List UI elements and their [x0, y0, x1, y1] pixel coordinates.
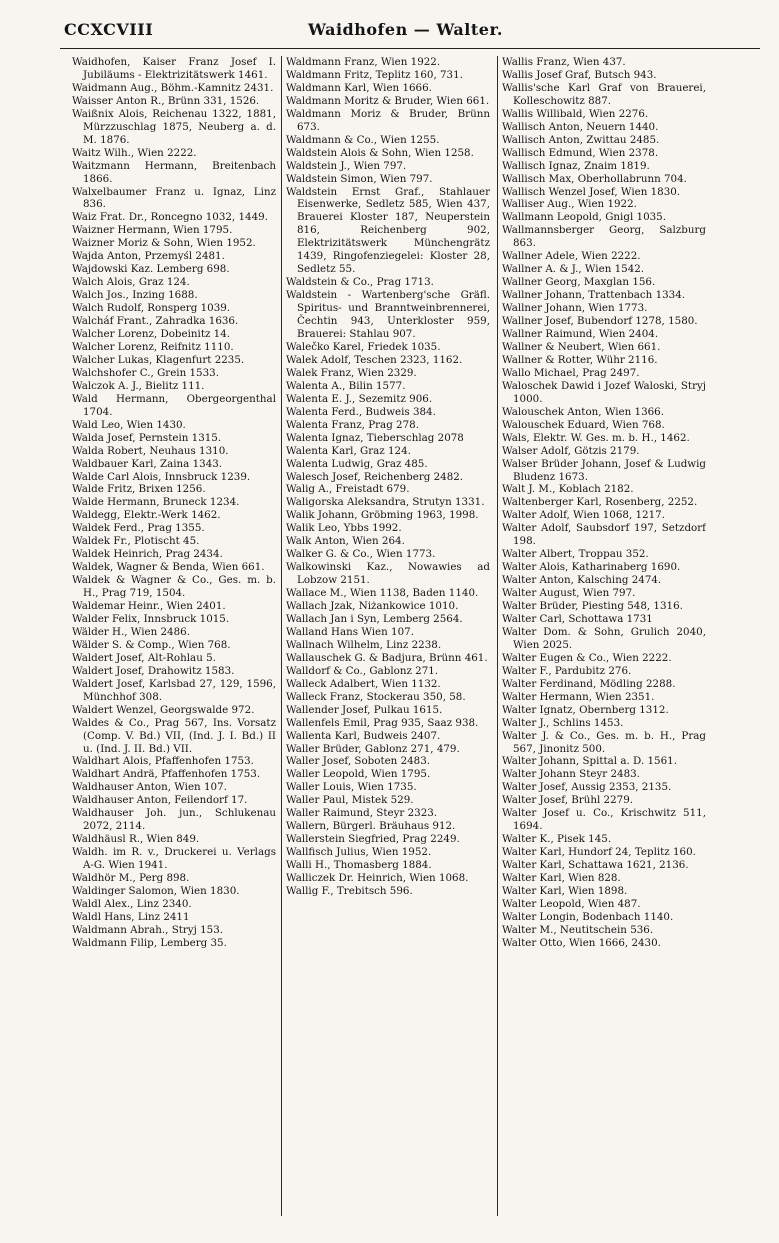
- directory-entry: Walser Adolf, Götzis 2179.: [502, 444, 640, 457]
- directory-entry: Walenta Ignaz, Tieberschlag 2078: [286, 431, 464, 444]
- directory-entry: Wajda Anton, Przemyśl 2481.: [72, 250, 225, 263]
- directory-entry: Waldmann Moritz & Bruder, Wien 661.: [286, 94, 490, 107]
- directory-entry: Walde Fritz, Brixen 1256.: [72, 483, 206, 496]
- directory-entry: Walda Josef, Pernstein 1315.: [72, 431, 222, 444]
- directory-entry: Walter J., Schlins 1453.: [502, 716, 624, 729]
- directory-entry: Walter Josef, Brühl 2279.: [502, 794, 634, 807]
- directory-columns: [72, 56, 712, 1216]
- directory-entry: Walter M., Neutitschein 536.: [502, 923, 654, 936]
- directory-entry: Wallo Michael, Prag 2497.: [502, 366, 640, 379]
- directory-entry: Walter Adolf, Wien 1068, 1217.: [502, 509, 665, 522]
- directory-entry: Wallner Josef, Bubendorf 1278, 1580.: [502, 315, 698, 328]
- directory-entry: Walcher Lukas, Klagenfurt 2235.: [72, 353, 245, 366]
- directory-entry: Waller Raimund, Steyr 2323.: [286, 807, 438, 820]
- directory-entry: Waldmann Filip, Lemberg 35.: [72, 936, 227, 949]
- directory-entry: Waldegg, Elektr.-Werk 1462.: [72, 509, 221, 522]
- directory-entry: Wallenta Karl, Budweis 2407.: [286, 729, 441, 742]
- directory-entry: Walter Leopold, Wien 487.: [502, 897, 641, 910]
- directory-entry: Wallis Josef Graf, Butsch 943.: [502, 68, 657, 81]
- directory-entry: Walter Karl, Schattawa 1621, 2136.: [502, 859, 689, 872]
- directory-entry: Wallender Josef, Pulkau 1615.: [286, 703, 443, 716]
- directory-entry: Waldemar Heinr., Wien 2401.: [72, 600, 226, 613]
- directory-entry: Waldstein Alois & Sohn, Wien 1258.: [286, 146, 474, 159]
- column-2: [286, 56, 490, 1216]
- directory-entry: Walldorf & Co., Gablonz 271.: [286, 664, 439, 677]
- directory-entry: Walt J. M., Koblach 2182.: [502, 483, 634, 496]
- directory-entry: Wallner Raimund, Wien 2404.: [502, 328, 659, 341]
- directory-entry: Wallisch Max, Oberhollabrunn 704.: [502, 172, 687, 185]
- directory-entry: Waidmann Aug., Böhm.-Kamnitz 2431.: [72, 81, 274, 94]
- directory-entry: Wajdowski Kaz. Lemberg 698.: [72, 263, 230, 276]
- directory-entry: Wald Hermann, Obergeorgenthal 1704.: [72, 392, 276, 418]
- column-3: [502, 56, 706, 1216]
- directory-entry: Walter Dom. & Sohn, Grulich 2040, Wien 2025.: [502, 625, 706, 651]
- directory-entry: Waiz Frat. Dr., Roncegno 1032, 1449.: [72, 211, 268, 224]
- directory-entry: Walter Ferdinand, Mödling 2288.: [502, 677, 676, 690]
- directory-entry: Waldhäusl R., Wien 849.: [72, 833, 200, 846]
- directory-entry: Walker G. & Co., Wien 1773.: [286, 548, 436, 561]
- directory-entry: Walter Anton, Kalsching 2474.: [502, 574, 662, 587]
- directory-entry: Waldek Ferd., Prag 1355.: [72, 522, 205, 535]
- directory-entry: Wallach Jzak, Niżankowice 1010.: [286, 600, 459, 613]
- directory-entry: Walcháf Frant., Zahradka 1636.: [72, 315, 239, 328]
- directory-entry: Walek Adolf, Teschen 2323, 1162.: [286, 353, 463, 366]
- directory-entry: Walxelbaumer Franz u. Ignaz, Linz 836.: [72, 185, 276, 211]
- directory-entry: Walter Karl, Hundorf 24, Teplitz 160.: [502, 846, 696, 859]
- directory-entry: Wallisch Anton, Zwittau 2485.: [502, 133, 660, 146]
- directory-entry: Wallner A. & J., Wien 1542.: [502, 263, 645, 276]
- directory-entry: Waldert Josef, Karlsbad 27, 129, 1596, Münchhof 308.: [72, 677, 276, 703]
- column-divider: [281, 56, 282, 1216]
- directory-entry: Walter Adolf, Saubsdorf 197, Setzdorf 198.: [502, 522, 706, 548]
- directory-entry: Wallner Johann, Wien 1773.: [502, 302, 648, 315]
- directory-entry: Walser Brüder Johann, Josef & Ludwig Bludenz 1673.: [502, 457, 706, 483]
- directory-entry: Waldhör M., Perg 898.: [72, 872, 190, 885]
- directory-entry: Walter Josef u. Co., Krischwitz 511, 1694.: [502, 807, 706, 833]
- directory-entry: Waldmann Moriz & Bruder, Brünn 673.: [286, 107, 490, 133]
- directory-entry: Walter Brüder, Piesting 548, 1316.: [502, 600, 683, 613]
- directory-entry: Waltenberger Karl, Rosenberg, 2252.: [502, 496, 698, 509]
- directory-entry: Walter K., Pisek 145.: [502, 833, 612, 846]
- directory-entry: Wallern, Bürgerl. Bräuhaus 912.: [286, 820, 456, 833]
- directory-entry: Walter Ignatz, Obernberg 1312.: [502, 703, 669, 716]
- directory-entry: Walde Carl Alois, Innsbruck 1239.: [72, 470, 251, 483]
- directory-entry: Walig A., Freistadt 679.: [286, 483, 410, 496]
- directory-entry: Waldek, Wagner & Benda, Wien 661.: [72, 561, 265, 574]
- column-divider: [497, 56, 498, 1216]
- directory-entry: Wallner Georg, Maxglan 156.: [502, 276, 656, 289]
- directory-entry: Waldek Heinrich, Prag 2434.: [72, 548, 223, 561]
- directory-entry: Walter J. & Co., Ges. m. b. H., Prag 567, Jinonitz 500.: [502, 729, 706, 755]
- directory-entry: Walenta Ferd., Budweis 384.: [286, 405, 436, 418]
- page-number: CCXCVIII: [64, 20, 154, 39]
- directory-entry: Walcher Lorenz, Reifnitz 1110.: [72, 340, 234, 353]
- directory-entry: Waldhauser Joh. jun., Schlukenau 2072, 2114.: [72, 807, 276, 833]
- directory-entry: Wallmann Leopold, Gnigl 1035.: [502, 211, 666, 224]
- directory-entry: Waldmann Franz, Wien 1922.: [286, 56, 441, 68]
- directory-entry: Waitz Wilh., Wien 2222.: [72, 146, 197, 159]
- page-header: [60, 14, 760, 49]
- directory-entry: Wallfisch Julius, Wien 1952.: [286, 846, 432, 859]
- directory-entry: Waldstein Simon, Wien 797.: [286, 172, 433, 185]
- directory-entry: Walter Josef, Aussig 2353, 2135.: [502, 781, 672, 794]
- directory-entry: Wallmannsberger Georg, Salzburg 863.: [502, 224, 706, 250]
- directory-entry: Walenta Franz, Prag 278.: [286, 418, 419, 431]
- directory-entry: Wälder H., Wien 2486.: [72, 625, 190, 638]
- directory-entry: Walik Johann, Gröbming 1963, 1998.: [286, 509, 479, 522]
- directory-entry: Waldl Hans, Linz 2411: [72, 910, 190, 923]
- directory-entry: Waldstein J., Wien 797.: [286, 159, 407, 172]
- directory-entry: Walter Alois, Katharinaberg 1690.: [502, 561, 681, 574]
- directory-entry: Wallig F., Trebitsch 596.: [286, 885, 413, 897]
- directory-entry: Walenta E. J., Sezemitz 906.: [286, 392, 433, 405]
- directory-entry: Walleck Franz, Stockerau 350, 58.: [286, 690, 466, 703]
- directory-entry: Walde Hermann, Bruneck 1234.: [72, 496, 240, 509]
- directory-entry: Waldert Josef, Alt-Rohlau 5.: [72, 651, 216, 664]
- directory-entry: Walchshofer C., Grein 1533.: [72, 366, 219, 379]
- directory-entry: Waldert Wenzel, Georgswalde 972.: [72, 703, 255, 716]
- directory-entry: Walter Carl, Schottawa 1731: [502, 612, 653, 625]
- directory-entry: Walek Franz, Wien 2329.: [286, 366, 417, 379]
- directory-entry: Wallauschek G. & Badjura, Brünn 461.: [286, 651, 488, 664]
- directory-entry: Walter August, Wien 797.: [502, 587, 636, 600]
- directory-entry: Walter Albert, Troppau 352.: [502, 548, 649, 561]
- directory-entry: Wallisch Edmund, Wien 2378.: [502, 146, 659, 159]
- directory-entry: Walch Rudolf, Ronsperg 1039.: [72, 302, 231, 315]
- directory-entry: Wallner Adele, Wien 2222.: [502, 250, 641, 263]
- directory-entry: Waldmann Fritz, Teplitz 160, 731.: [286, 68, 463, 81]
- directory-entry: Waldhauser Anton, Feilendorf 17.: [72, 794, 248, 807]
- directory-entry: Wallner & Rotter, Wühr 2116.: [502, 353, 658, 366]
- directory-entry: Walkowinski Kaz., Nowawies ad Lobzow 2151.: [286, 561, 490, 587]
- directory-entry: Wallace M., Wien 1138, Baden 1140.: [286, 587, 479, 600]
- directory-entry: Walter F., Pardubitz 276.: [502, 664, 632, 677]
- directory-entry: Walter Karl, Wien 828.: [502, 872, 621, 885]
- directory-entry: Waldmann Karl, Wien 1666.: [286, 81, 432, 94]
- directory-entry: Walk Anton, Wien 264.: [286, 535, 405, 548]
- directory-entry: Waldh. im R. v., Druckerei u. Verlags A-G. Wien 1941.: [72, 846, 276, 872]
- directory-entry: Waldstein & Co., Prag 1713.: [286, 276, 434, 289]
- directory-entry: Waldbauer Karl, Zaina 1343.: [72, 457, 223, 470]
- directory-entry: Walliczek Dr. Heinrich, Wien 1068.: [286, 872, 469, 885]
- directory-entry: Waldstein - Wartenberg'sche Gräfl. Spiritus- und Branntweinbrennerei, Čechtin 943, Unterkloster 959, Brauerei: Stahlau 907.: [286, 289, 490, 341]
- directory-entry: Waldhart Andrä, Pfaffenhofen 1753.: [72, 768, 261, 781]
- directory-entry: Walenta Karl, Graz 124.: [286, 444, 411, 457]
- directory-entry: Walliser Aug., Wien 1922.: [502, 198, 637, 211]
- directory-entry: Wallner & Neubert, Wien 661.: [502, 340, 661, 353]
- directory-entry: Walouschek Eduard, Wien 768.: [502, 418, 665, 431]
- directory-entry: Wallner Johann, Trattenbach 1334.: [502, 289, 686, 302]
- directory-entry: Walli H., Thomasberg 1884.: [286, 859, 432, 872]
- directory-entry: Waller Paul, Mistek 529.: [286, 794, 414, 807]
- directory-entry: Waldmann Abrah., Stryj 153.: [72, 923, 224, 936]
- directory-entry: Walland Hans Wien 107.: [286, 625, 414, 638]
- directory-entry: Walder Felix, Innsbruck 1015.: [72, 612, 230, 625]
- directory-entry: Walesch Josef, Reichenberg 2482.: [286, 470, 464, 483]
- directory-entry: Waldl Alex., Linz 2340.: [72, 897, 192, 910]
- directory-entry: Wallis Willibald, Wien 2276.: [502, 107, 649, 120]
- directory-entry: Waldinger Salomon, Wien 1830.: [72, 885, 240, 897]
- directory-entry: Waller Josef, Soboten 2483.: [286, 755, 431, 768]
- directory-entry: Wallerstein Siegfried, Prag 2249.: [286, 833, 460, 846]
- directory-entry: Waldek Fr., Plotischt 45.: [72, 535, 200, 548]
- directory-entry: Wallis Franz, Wien 437.: [502, 56, 626, 68]
- directory-entry: Waitzmann Hermann, Breitenbach 1866.: [72, 159, 276, 185]
- directory-entry: Walter Hermann, Wien 2351.: [502, 690, 655, 703]
- directory-entry: Wallisch Wenzel Josef, Wien 1830.: [502, 185, 681, 198]
- directory-entry: Walenta Ludwig, Graz 485.: [286, 457, 428, 470]
- directory-entry: Waldhauser Anton, Wien 107.: [72, 781, 227, 794]
- column-1: [72, 56, 276, 1216]
- directory-entry: Waißnix Alois, Reichenau 1322, 1881, Mürzzuschlag 1875, Neuberg a. d. M. 1876.: [72, 107, 276, 146]
- directory-entry: Waloschek Dawid i Jozef Waloski, Stryj 1000.: [502, 379, 706, 405]
- directory-entry: Walczok A. J., Bielitz 111.: [72, 379, 205, 392]
- directory-entry: Waller Brüder, Gablonz 271, 479.: [286, 742, 460, 755]
- directory-entry: Walter Johann Steyr 2483.: [502, 768, 640, 781]
- directory-entry: Waligorska Aleksandra, Strutyn 1331.: [286, 496, 485, 509]
- directory-entry: Wälder S. & Comp., Wien 768.: [72, 638, 231, 651]
- directory-entry: Wals, Elektr. W. Ges. m. b. H., 1462.: [502, 431, 690, 444]
- directory-entry: Walik Leo, Ybbs 1992.: [286, 522, 402, 535]
- directory-entry: Waizner Moriz & Sohn, Wien 1952.: [72, 237, 256, 250]
- directory-entry: Waller Leopold, Wien 1795.: [286, 768, 431, 781]
- directory-entry: Waller Louis, Wien 1735.: [286, 781, 417, 794]
- directory-entry: Waldert Josef, Drahowitz 1583.: [72, 664, 235, 677]
- directory-entry: Walter Johann, Spittal a. D. 1561.: [502, 755, 677, 768]
- directory-entry: Walcher Lorenz, Dobeinitz 14.: [72, 328, 231, 341]
- directory-entry: Wallnach Wilhelm, Linz 2238.: [286, 638, 442, 651]
- directory-entry: Wallenfels Emil, Prag 935, Saaz 938.: [286, 716, 479, 729]
- directory-entry: Walter Longin, Bodenbach 1140.: [502, 910, 674, 923]
- directory-entry: Wallach Jan i Syn, Lemberg 2564.: [286, 612, 463, 625]
- directory-entry: Wald Leo, Wien 1430.: [72, 418, 186, 431]
- directory-entry: Walouschek Anton, Wien 1366.: [502, 405, 664, 418]
- directory-entry: Waidhofen, Kaiser Franz Josef I. Jubiläums - Elektrizitätswerk 1461.: [72, 56, 276, 81]
- directory-entry: Walter Karl, Wien 1898.: [502, 885, 628, 897]
- directory-entry: Walter Eugen & Co., Wien 2222.: [502, 651, 672, 664]
- directory-entry: Walter Otto, Wien 1666, 2430.: [502, 936, 661, 949]
- directory-entry: Walleck Adalbert, Wien 1132.: [286, 677, 441, 690]
- directory-entry: Waldek & Wagner & Co., Ges. m. b. H., Prag 719, 1504.: [72, 574, 276, 600]
- directory-entry: Wallisch Anton, Neuern 1440.: [502, 120, 659, 133]
- directory-entry: Walch Jos., Inzing 1688.: [72, 289, 198, 302]
- directory-entry: Waldmann & Co., Wien 1255.: [286, 133, 440, 146]
- page-title: Waidhofen — Walter.: [308, 20, 503, 39]
- directory-entry: Waldhart Alois, Pfaffenhofen 1753.: [72, 755, 254, 768]
- directory-entry: Walečko Karel, Friedek 1035.: [286, 340, 441, 353]
- directory-entry: Wallis'sche Karl Graf von Brauerei, Kolleschowitz 887.: [502, 81, 706, 107]
- directory-entry: Waldes & Co., Prag 567, Ins. Vorsatz (Comp. V. Bd.) VII, (Ind. J. I. Bd.) II u. (Ind. J. II. Bd.) VII.: [72, 716, 276, 755]
- directory-entry: Walch Alois, Graz 124.: [72, 276, 190, 289]
- directory-entry: Walenta A., Bilin 1577.: [286, 379, 406, 392]
- directory-entry: Waldstein Ernst Graf., Stahlauer Eisenwerke, Sedletz 585, Wien 437, Brauerei Kloster 187, Neuperstein 816, Reichenberg 902, Elektrizitätswerk Münchengrätz 1439, Ringofenziegelei: Kloster 28, Sedletz 55.: [286, 185, 490, 276]
- directory-entry: Waizner Hermann, Wien 1795.: [72, 224, 233, 237]
- directory-entry: Wallisch Ignaz, Znaim 1819.: [502, 159, 650, 172]
- directory-entry: Waisser Anton R., Brünn 331, 1526.: [72, 94, 260, 107]
- directory-entry: Walda Robert, Neuhaus 1310.: [72, 444, 229, 457]
